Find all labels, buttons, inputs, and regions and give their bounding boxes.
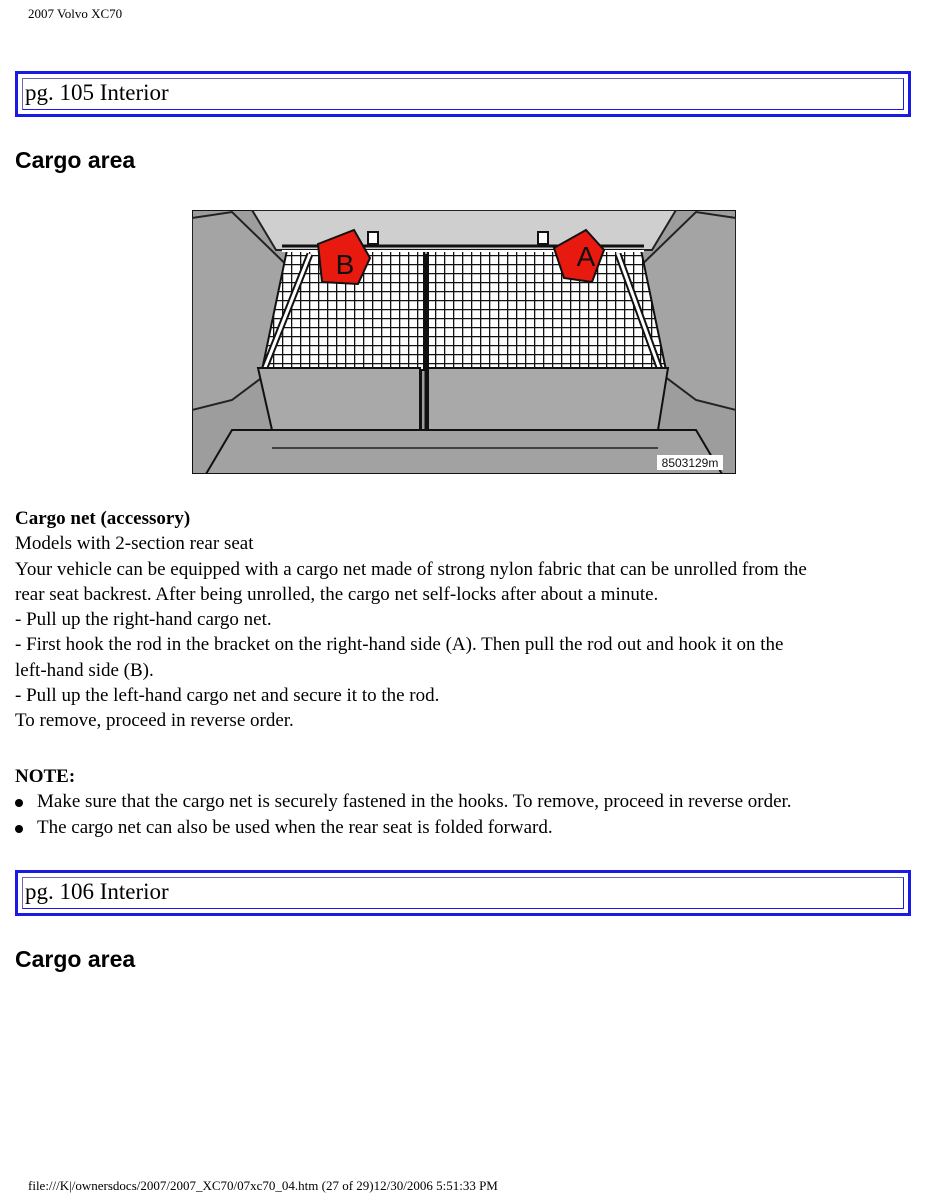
section-title: Cargo area (15, 946, 136, 972)
hook-label-a: A (576, 241, 596, 272)
bullet-icon (15, 825, 23, 833)
content-line: - First hook the rod in the bracket on the right-hand side (A). Then pull the rod out and hook it on the (15, 634, 784, 656)
bullet-icon (15, 799, 23, 807)
cargo-net-description (15, 506, 915, 734)
note-item-text: The cargo net can also be used when the rear seat is folded forward. (37, 816, 553, 838)
file-path-footer: file:///K|/ownersdocs/2007/2007_XC70/07xc70_04.htm (27 of 29)12/30/2006 5:51:33 PM (28, 1178, 498, 1193)
note-list (15, 789, 915, 840)
note-block (15, 764, 915, 840)
note-item-text: Make sure that the cargo net is securely fastened in the hooks. To remove, proceed in reverse order. (37, 791, 792, 813)
content-heading: Cargo net (accessory) (15, 508, 191, 529)
content-line: rear seat backrest. After being unrolled, the cargo net self-locks after about a minute. (15, 583, 659, 605)
note-item (15, 815, 915, 840)
page-label-box-105 (15, 71, 911, 117)
content-line: Your vehicle can be equipped with a cargo net made of strong nylon fabric that can be unrolled from the (15, 558, 807, 580)
content-line: left-hand side (B). (15, 659, 154, 681)
content-line: Models with 2-section rear seat (15, 533, 254, 555)
figure-code: 8503129m (661, 456, 719, 470)
content-line: - Pull up the right-hand cargo net. (15, 609, 272, 631)
document-header: 2007 Volvo XC70 (28, 6, 123, 21)
content-line: To remove, proceed in reverse order. (15, 710, 294, 732)
content-line: - Pull up the left-hand cargo net and secure it to the rod. (15, 685, 440, 707)
section-title: Cargo area (15, 147, 136, 173)
hook-label-b: B (335, 249, 355, 280)
cargo-net-illustration (192, 210, 736, 474)
page-label: pg. 106 Interior (25, 879, 169, 904)
note-item (15, 789, 915, 814)
page-label: pg. 105 Interior (25, 80, 169, 105)
page-label-box-106 (15, 870, 911, 916)
note-title: NOTE: (15, 766, 76, 787)
